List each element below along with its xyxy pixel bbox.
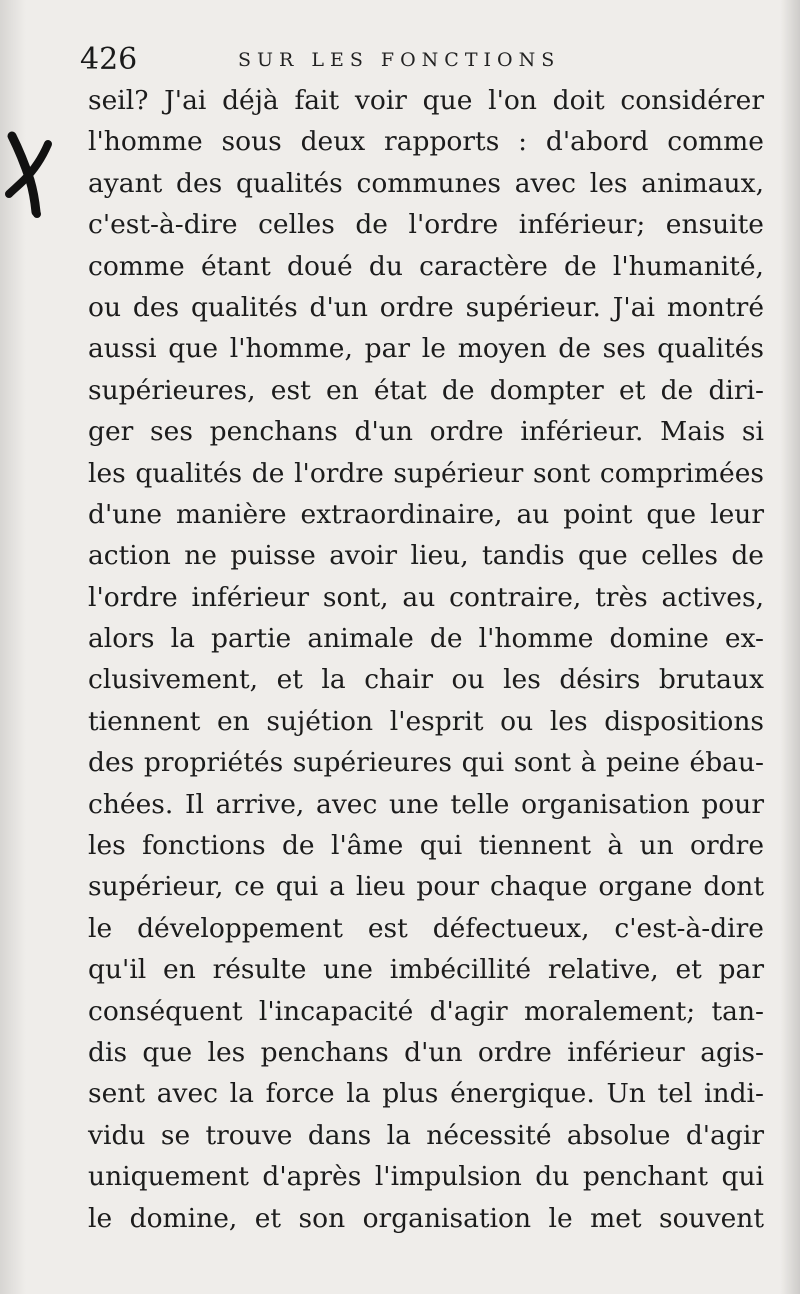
text-line: supérieur, ce qui a lieu pour chaque organe dont <box>88 871 764 903</box>
running-head <box>80 40 770 80</box>
running-title: SUR LES FONCTIONS <box>238 49 561 71</box>
text-line: comme étant doué du caractère de l'humanité, <box>88 250 764 282</box>
text-line: ou des qualités d'un ordre supérieur. J'ai montré <box>88 291 764 323</box>
text-line: ger ses penchans d'un ordre inférieur. Mais si <box>88 416 764 448</box>
text-line: uniquement d'après l'impulsion du penchant qui <box>88 1161 764 1193</box>
text-line: tiennent en sujétion l'esprit ou les dispositions <box>88 705 764 737</box>
text-line: sent avec la force la plus énergique. Un tel indi- <box>88 1078 764 1110</box>
text-line: alors la partie animale de l'homme domine ex- <box>88 623 764 655</box>
text-line: ayant des qualités communes avec les animaux, <box>88 167 764 199</box>
text-line: vidu se trouve dans la nécessité absolue d'agir <box>88 1119 764 1151</box>
text-line: seil? J'ai déjà fait voir que l'on doit considérer <box>88 85 764 116</box>
text-line: aussi que l'homme, par le moyen de ses qualités <box>88 333 764 365</box>
page-edge-shadow <box>780 0 800 1294</box>
text-line: chées. Il arrive, avec une telle organisation pour <box>88 788 764 820</box>
text-line: des propriétés supérieures qui sont à peine ébau- <box>88 747 764 779</box>
text-line: les qualités de l'ordre supérieur sont comprimées <box>88 457 764 489</box>
page-number: 426 <box>80 42 138 77</box>
text-line: d'une manière extraordinaire, au point que leur <box>88 498 764 530</box>
text-line: le domine, et son organisation le met souvent <box>88 1202 764 1234</box>
text-line: clusivement, et la chair ou les désirs brutaux <box>88 664 764 696</box>
text-line: supérieures, est en état de dompter et de diri- <box>88 374 764 406</box>
text-line: conséquent l'incapacité d'agir moralement; tan- <box>88 995 764 1027</box>
text-line: action ne puisse avoir lieu, tandis que celles de <box>88 540 764 572</box>
text-line: l'ordre inférieur sont, au contraire, très actives, <box>88 581 764 613</box>
text-line: l'homme sous deux rapports : d'abord comme <box>88 126 764 158</box>
handwritten-x-mark-icon <box>2 128 62 228</box>
text-line: le développement est défectueux, c'est-à-dire <box>88 912 764 944</box>
text-line: qu'il en résulte une imbécillité relative, et par <box>88 954 764 986</box>
text-line: les fonctions de l'âme qui tiennent à un ordre <box>88 830 764 862</box>
text-line: c'est-à-dire celles de l'ordre inférieur; ensuite <box>88 209 764 241</box>
text-line: dis que les penchans d'un ordre inférieur agis- <box>88 1036 764 1068</box>
body-text <box>88 80 764 1239</box>
